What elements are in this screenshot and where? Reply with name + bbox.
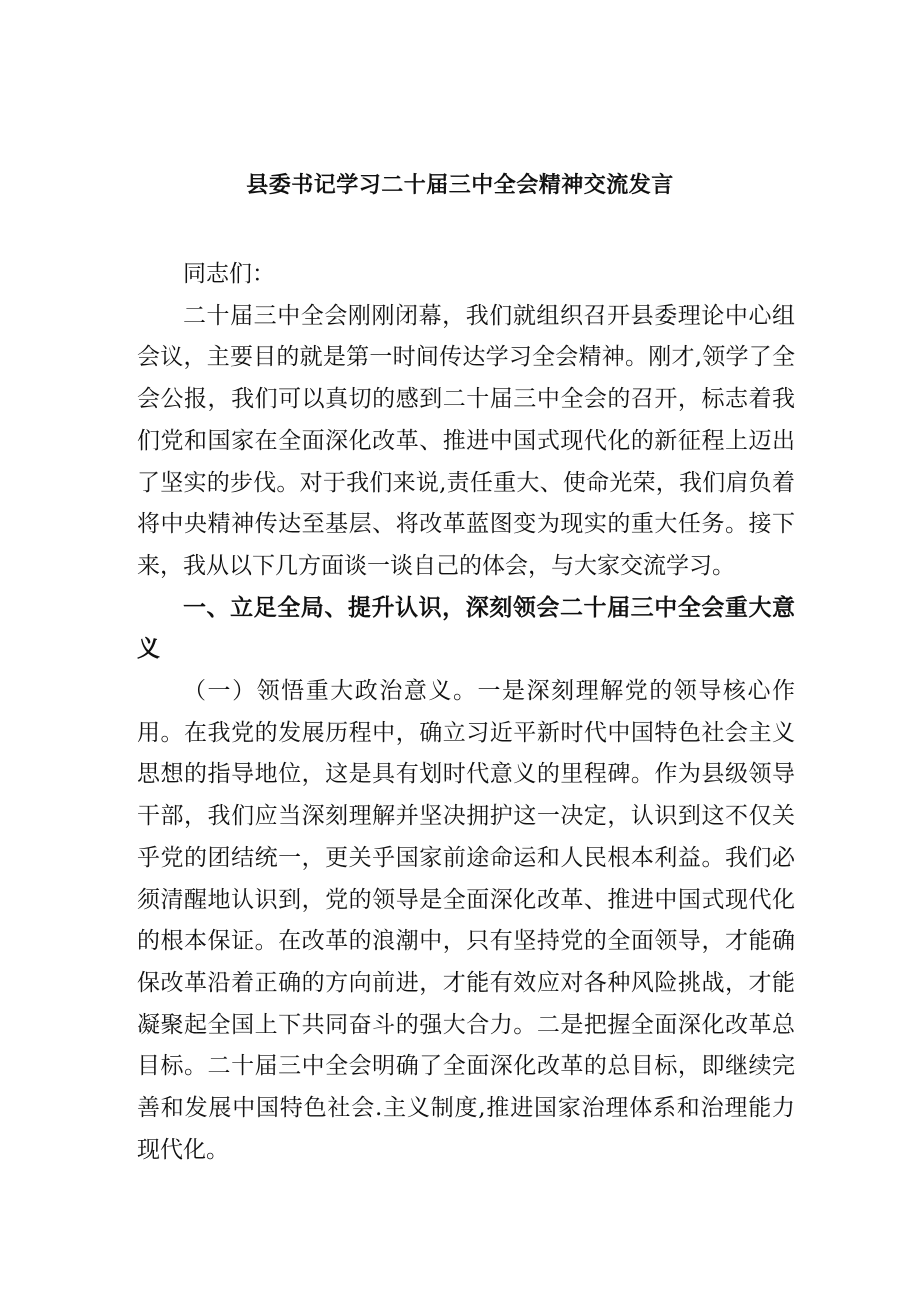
document-body (137, 254, 795, 1171)
paragraph-intro: 二十届三中全会刚刚闭幕，我们就组织召开县委理论中心组会议，主要目的就是第一时间传达学习全会精神。刚才,领学了全会公报，我们可以真切的感到二十届三中全会的召开，标志着我们党和国家在全面深化改革、推进中国式现代化的新征程上迈出了坚实的步伐。对于我们来说,责任重大、使命光荣，我们肩负着将中央精神传达至基层、将改革蓝图变为现实的重大任务。接下来，我从以下几方面谈一谈自己的体会，与大家交流学习。 (137, 302, 795, 579)
document-title: 县委书记学习二十届三中全会精神交流发言 (246, 173, 674, 198)
section-heading-1: 一、立足全局、提升认识，深刻领会二十届三中全会重大意义 (137, 594, 795, 663)
salutation: 同志们： (183, 261, 275, 287)
paragraph-subsection-1: （一）领悟重大政治意义。一是深刻理解党的领导核心作用。在我党的发展历程中，确立习近平新时代中国特色社会主义思想的指导地位，这是具有划时代意义的里程碑。作为县级领导干部，我们应当深刻理解并坚决拥护这一决定，认识到这不仅关乎党的团结统一，更关乎国家前途命运和人民根本利益。我们必须清醒地认识到，党的领导是全面深化改革、推进中国式现代化的根本保证。在改革的浪潮中，只有坚持党的全面领导，才能确保改革沿着正确的方向前进，才能有效应对各种风险挑战，才能凝聚起全国上下共同奋斗的强大合力。二是把握全面深化改革总目标。二十届三中全会明确了全面深化改革的总目标，即继续完善和发展中国特色社会.主义制度,推进国家治理体系和治理能力现代化。 (137, 678, 795, 1163)
